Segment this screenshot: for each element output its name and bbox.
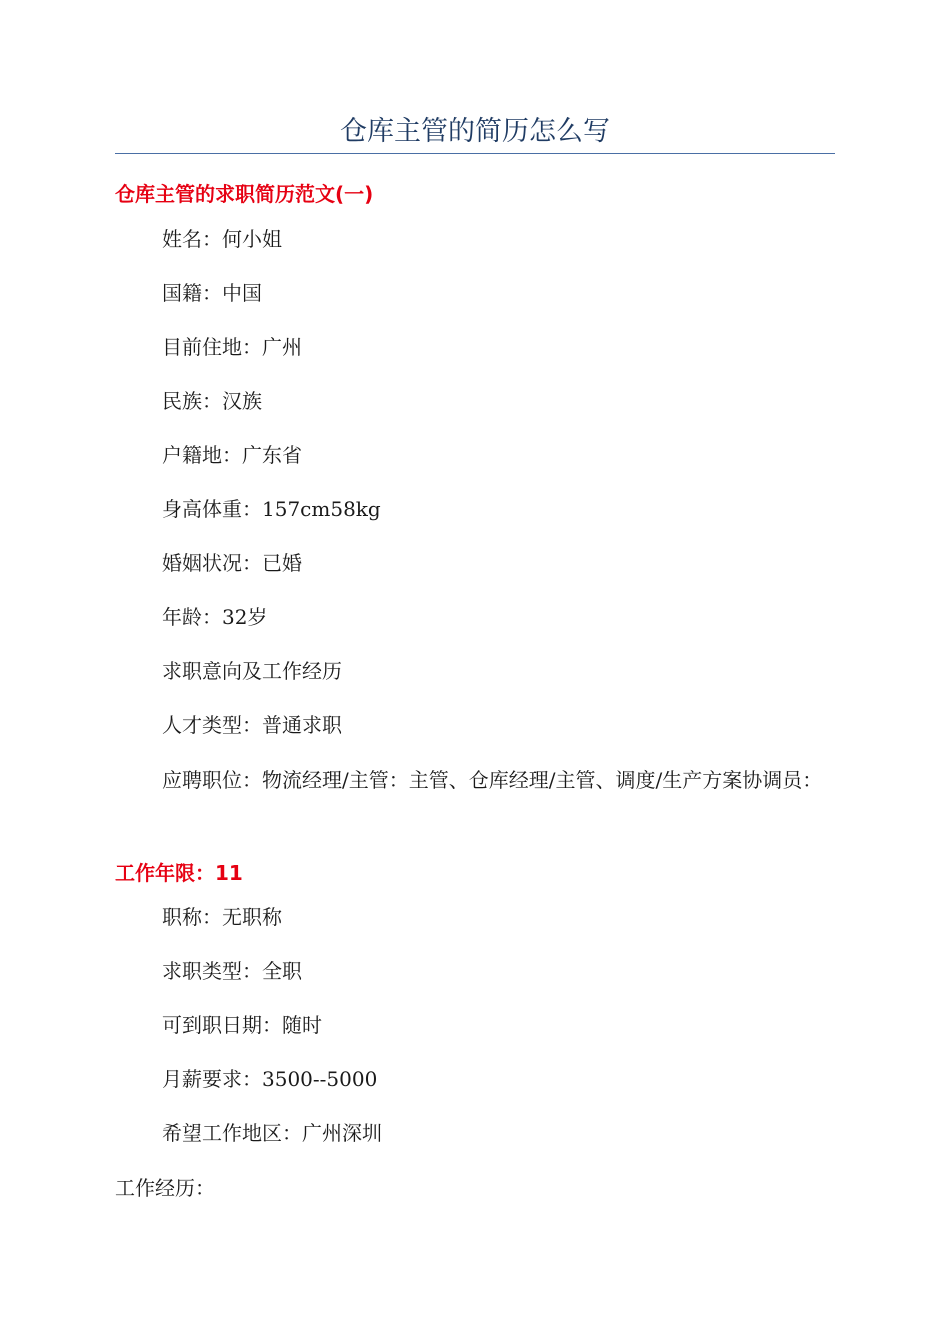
section-heading-1: 仓库主管的求职简历范文(一) — [115, 182, 374, 206]
field-age: 年龄：32岁 — [162, 605, 268, 629]
field-marital-status: 婚姻状况：已婚 — [162, 551, 302, 575]
field-job-intent-heading: 求职意向及工作经历 — [162, 659, 342, 683]
field-residence: 目前住地：广州 — [162, 335, 302, 359]
work-history-label: 工作经历： — [115, 1176, 215, 1200]
field-title: 职称：无职称 — [162, 905, 282, 929]
field-talent-type: 人才类型：普通求职 — [162, 713, 342, 737]
field-ethnicity: 民族：汉族 — [162, 389, 262, 413]
field-salary-requirement: 月薪要求：3500--5000 — [162, 1067, 378, 1091]
field-name: 姓名：何小姐 — [162, 227, 282, 251]
section-heading-2: 工作年限：11 — [115, 861, 243, 885]
field-height-weight: 身高体重：157cm58kg — [162, 497, 381, 521]
field-position-applied: 应聘职位：物流经理/主管：主管、仓库经理/主管、调度/生产方案协调员： — [162, 768, 823, 792]
field-available-date: 可到职日期：随时 — [162, 1013, 322, 1037]
document-title: 仓库主管的简历怎么写 — [340, 116, 610, 147]
field-job-type: 求职类型：全职 — [162, 959, 302, 983]
field-household-registration: 户籍地：广东省 — [162, 443, 302, 467]
field-desired-location: 希望工作地区：广州深圳 — [162, 1121, 382, 1145]
field-nationality: 国籍：中国 — [162, 281, 262, 305]
title-underline — [115, 153, 835, 154]
